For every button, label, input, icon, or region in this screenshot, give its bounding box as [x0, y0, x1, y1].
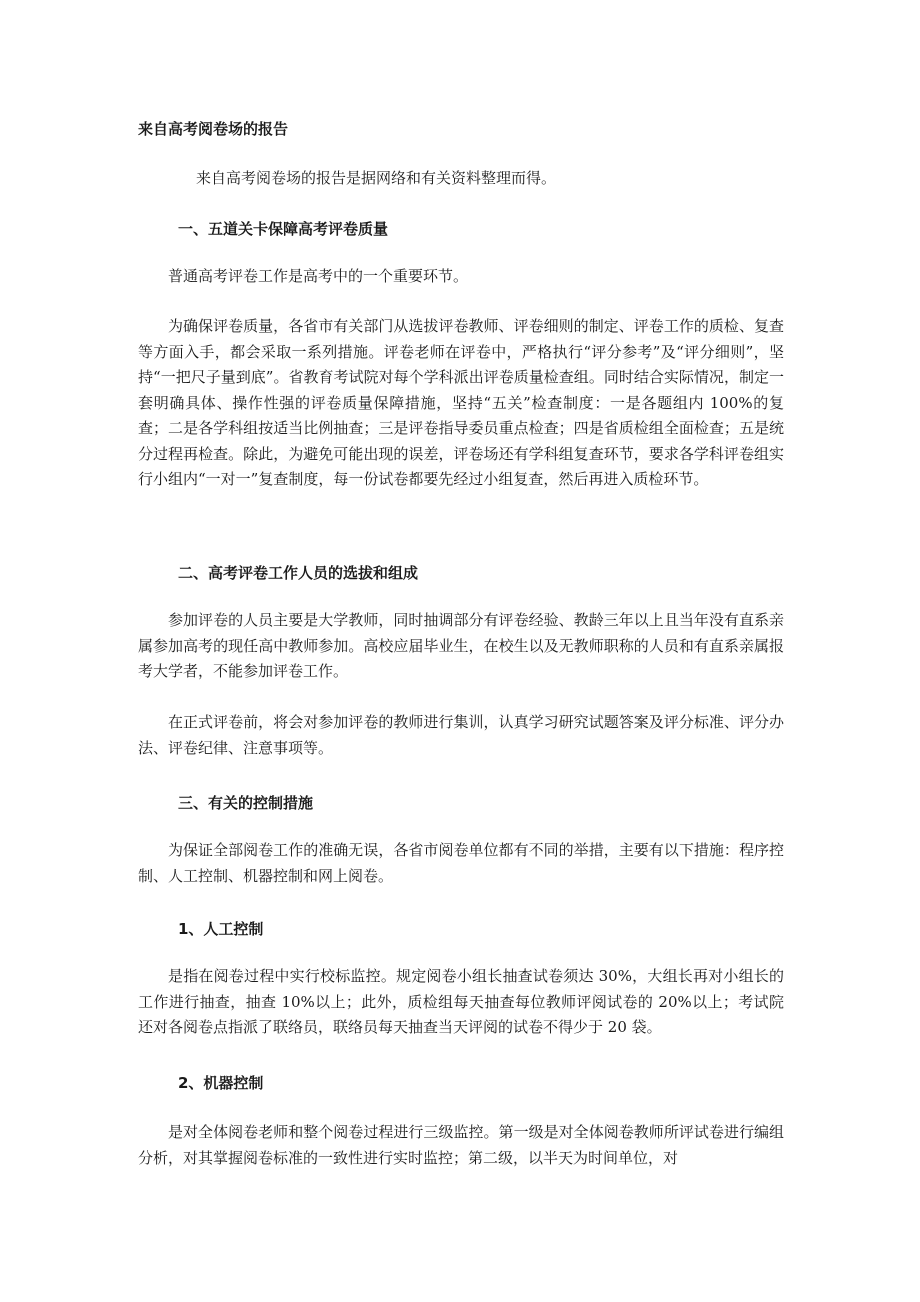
section-heading-2: 二、高考评卷工作人员的选拔和组成 — [178, 564, 419, 582]
section-1-paragraph-1: 普通高考评卷工作是高考中的一个重要环节。 — [168, 267, 469, 285]
subsection-2-paragraph-1: 是对全体阅卷老师和整个阅卷过程进行三级监控。第一级是对全体阅卷教师所评试卷进行编组分析，对其掌握阅卷标准的一致性进行实时监控；第二级，以半天为时间单位，对 — [138, 1123, 784, 1167]
subsection-heading-2: 2、机器控制 — [178, 1074, 264, 1092]
section-2-paragraph-2: 在正式评卷前，将会对参加评卷的教师进行集训，认真学习研究试题答案及评分标准、评分办法、评卷纪律、注意事项等。 — [138, 713, 784, 757]
subsection-heading-1: 1、人工控制 — [178, 920, 264, 938]
section-heading-1: 一、五道关卡保障高考评卷质量 — [178, 220, 389, 238]
document-title: 来自高考阅卷场的报告 — [138, 120, 289, 138]
subsection-1-paragraph-1: 是指在阅卷过程中实行校标监控。规定阅卷小组长抽查试卷须达 30%，大组长再对小组长的工作进行抽查，抽查 10%以上；此外，质检组每天抽查每位教师评阅试卷的 20%以上；考试院还对各阅卷点指派了联络员，联络员每天抽查当天评阅的试卷不得少于 20 袋。 — [138, 967, 784, 1036]
intro-paragraph: 来自高考阅卷场的报告是据网络和有关资料整理而得。 — [196, 169, 557, 187]
section-heading-3: 三、有关的控制措施 — [178, 794, 314, 812]
section-3-paragraph-1: 为保证全部阅卷工作的准确无误，各省市阅卷单位都有不同的举措，主要有以下措施：程序控制、人工控制、机器控制和网上阅卷。 — [138, 841, 784, 885]
section-1-paragraph-2: 为确保评卷质量，各省市有关部门从选拔评卷教师、评卷细则的制定、评卷工作的质检、复查等方面入手，都会采取一系列措施。评卷老师在评卷中，严格执行“评分参考”及“评分细则”，坚持“一把尺子量到底”。省教育考试院对每个学科派出评卷质量检查组。同时结合实际情况，制定一套明确具体、操作性强的评卷质量保障措施，坚持“五关”检查制度：一是各题组内 100%的复查；二是各学科组按适当比例抽查；三是评卷指导委员重点检查；四是省质检组全面检查；五是统分过程再检查。除此，为避免可能出现的误差，评卷场还有学科组复查环节，要求各学科评卷组实行小组内“一对一”复查制度，每一份试卷都要先经过小组复查，然后再进入质检环节。 — [138, 317, 784, 488]
section-2-paragraph-1: 参加评卷的人员主要是大学教师，同时抽调部分有评卷经验、教龄三年以上且当年没有直系亲属参加高考的现任高中教师参加。高校应届毕业生，在校生以及无教师职称的人员和有直系亲属报考大学者，不能参加评卷工作。 — [138, 611, 784, 680]
